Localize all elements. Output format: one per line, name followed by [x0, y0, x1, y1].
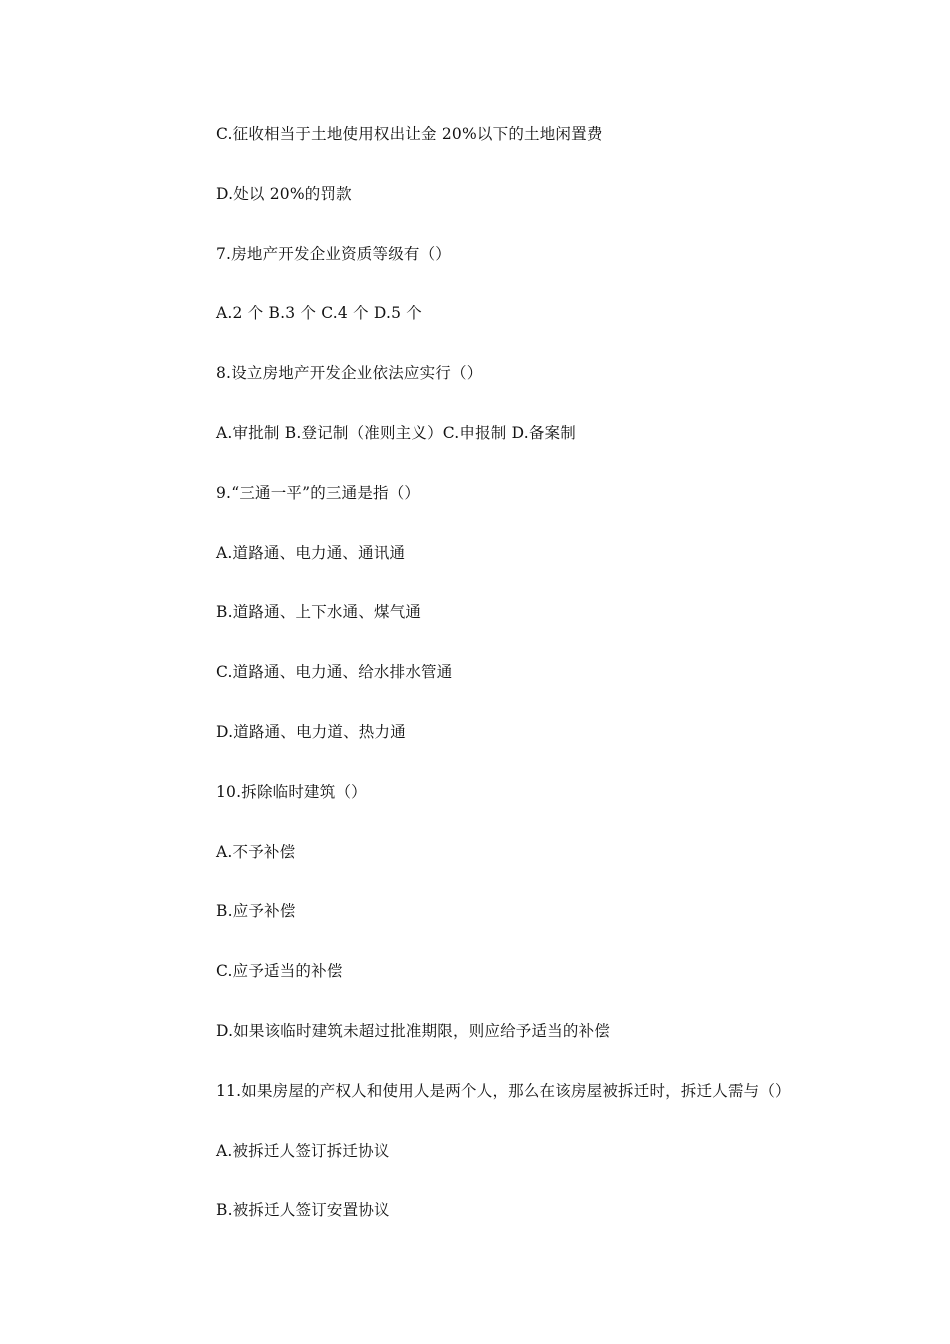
- option-c-q6: C.征收相当于土地使用权出让金 20%以下的土地闲置费: [216, 125, 603, 143]
- option-d-q10: D.如果该临时建筑未超过批准期限，则应给予适当的补偿: [216, 1021, 611, 1040]
- option-b-q10: B.应予补偿: [216, 902, 296, 921]
- option-b-q11: B.被拆迁人签订安置协议: [216, 1201, 390, 1220]
- question-list: [216, 120, 896, 1256]
- question-8: 8.设立房地产开发企业依法应实行（）: [216, 364, 483, 383]
- option-a-q10: A.不予补偿: [216, 842, 296, 861]
- options-q8: A.审批制 B.登记制（准则主义）C.申报制 D.备案制: [216, 423, 576, 442]
- question-11: 11.如果房屋的产权人和使用人是两个人，那么在该房屋被拆迁时，拆迁人需与（）: [216, 1081, 791, 1100]
- option-d-q9: D.道路通、电力道、热力通: [216, 722, 406, 741]
- option-a-q9: A.道路通、电力通、通讯通: [216, 543, 406, 562]
- question-10: 10.拆除临时建筑（）: [216, 782, 367, 801]
- option-d-q6: D.处以 20%的罚款: [216, 184, 352, 203]
- options-q7: A.2 个 B.3 个 C.4 个 D.5 个: [216, 304, 423, 323]
- option-c-q9: C.道路通、电力通、给水排水管通: [216, 663, 453, 682]
- question-9: 9.“三通一平”的三通是指（）: [216, 483, 421, 502]
- option-c-q10: C.应予适当的补偿: [216, 962, 343, 981]
- option-b-q9: B.道路通、上下水通、煤气通: [216, 603, 422, 622]
- question-7: 7.房地产开发企业资质等级有（）: [216, 244, 451, 263]
- option-a-q11: A.被拆迁人签订拆迁协议: [216, 1141, 390, 1160]
